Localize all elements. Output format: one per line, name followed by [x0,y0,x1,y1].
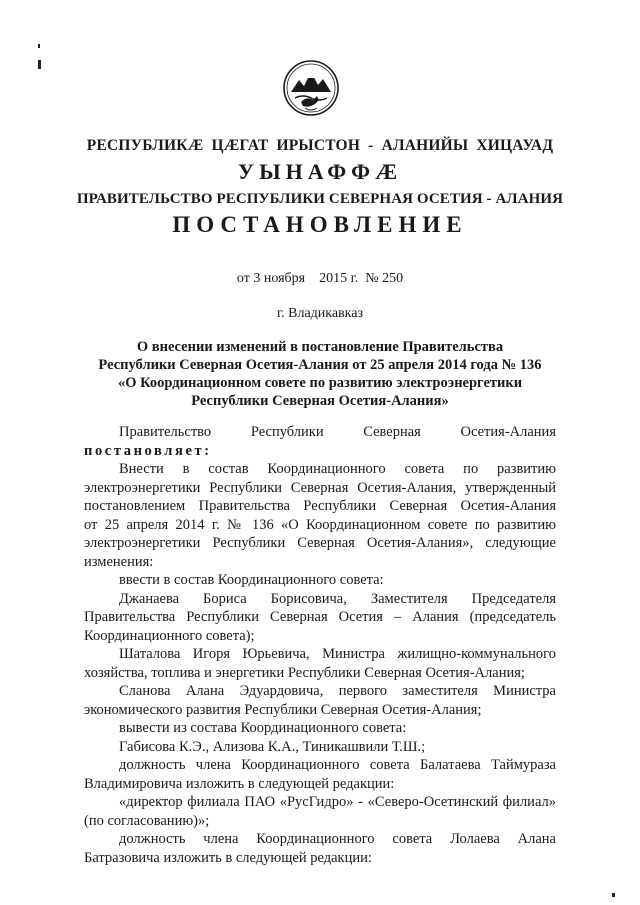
government-name: ПРАВИТЕЛЬСТВО РЕСПУБЛИКИ СЕВЕРНАЯ ОСЕТИЯ - АЛАНИЯ [76,191,564,207]
document-date-number: от 3 ноября 2015 г. № 250 [236,271,404,286]
decree-verb: постановляет: [84,442,212,459]
title-line: «О Координационном совете по развитию электроэнергетики [117,375,523,391]
title-line: Республики Северная Осетия-Алания» [191,393,449,409]
body-line-decree [84,442,556,461]
body-line: (по согласованию)»; [84,812,210,829]
body-line: электроэнергетики Республики Северная Осетия-Алания», следующие [84,535,556,551]
body-line: Батразовича изложить в следующей редакции: [84,849,372,866]
body-line: ввести в состав Координационного совета: [119,572,384,588]
document-city: г. Владикавказ [276,306,364,321]
body-line: Внести в состав Координационного совета по развитию [119,461,556,477]
document-title [60,338,580,410]
body-line: от 25 апреля 2014 г. № 136 «О Координационном совете по развитию [84,516,556,533]
title-line: О внесении изменений в постановление Правительства [136,339,504,355]
body-line: постановлением Правительства Республики Северная Осетия-Алания [84,498,556,514]
body-line: Джанаева Бориса Борисовича, Заместителя Председателя [119,590,556,607]
body-line: Габисова К.Э., Ализова К.А., Тиникашвили Т.Ш.; [119,738,426,755]
body-line: вывести из состава Координационного совета: [119,720,407,736]
coat-of-arms-icon [283,58,339,118]
body-line: должность члена Координационного совета Балатаева Таймураза [119,757,556,773]
body-line: экономического развития Республики Северная Осетия-Алания; [84,701,482,718]
body-line: Владимировича изложить в следующей редакции: [84,775,395,792]
ossetian-document-type: УЫНАФФӔ [237,159,403,184]
document-body [84,423,556,867]
body-line: «директор филиала ПАО «РусГидро» - «Северо-Осетинский филиал» [119,794,556,810]
body-line: Шаталова Игоря Юрьевича, Министра жилищно-коммунального [119,646,556,662]
scan-speck [38,44,40,48]
body-line: электроэнергетики Республики Северная Осетия-Алания, утвержденный [84,479,556,496]
ossetian-government-name: РЕСПУБЛИКӔ ЦӔГАТ ИРЫСТОН - АЛАНИЙЫ ХИЦАУАД [86,137,554,154]
scan-speck [612,893,615,897]
body-line: Правительство Республики Северная Осетия-Алания [119,424,556,440]
document-type: ПОСТАНОВЛЕНИЕ [172,212,468,237]
body-line: Сланова Алана Эдуардовича, первого заместителя Министра [119,683,556,699]
title-line: Республики Северная Осетия-Алания от 25 апреля 2014 года № 136 [98,357,542,373]
body-line: Правительства Республики Северная Осетия – Алания (председатель [84,609,556,625]
body-line: Координационного совета); [84,627,255,644]
scan-speck [38,60,41,69]
body-line: хозяйства, топлива и энергетики Республики Северная Осетия-Алания; [84,664,525,681]
body-line: изменения: [84,553,154,570]
body-line: должность члена Координационного совета Лолаева Алана [119,831,556,847]
